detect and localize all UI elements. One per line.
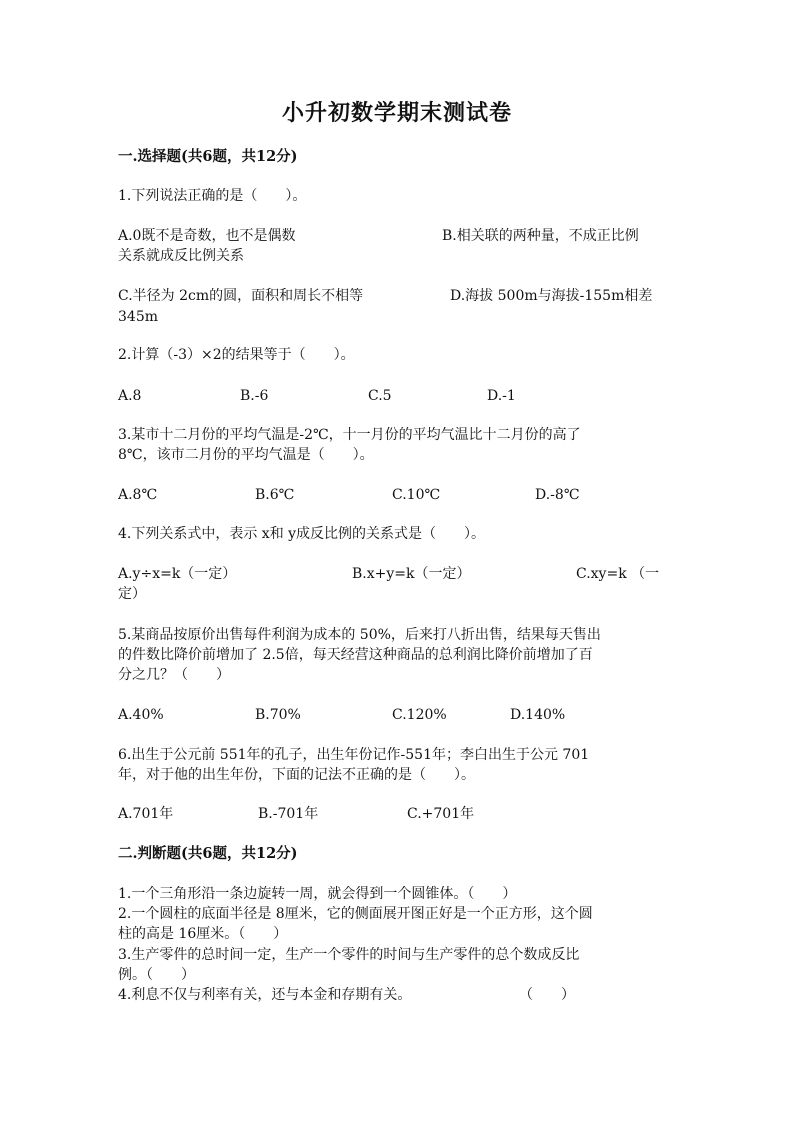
question-2-stem: 2.计算（-3）×2的结果等于（ ）。: [118, 347, 355, 363]
question-3-option-d: D.-8℃: [535, 487, 580, 503]
question-3-option-a: A.8℃: [118, 487, 158, 503]
question-4-option-c: C.xy=k （一: [576, 566, 660, 582]
judgement-1: 1.一个三角形沿一条边旋转一周，就会得到一个圆锥体。（ ）: [118, 886, 517, 902]
question-6-stem-cont: 年，对于他的出生年份，下面的记法不正确的是（ ）。: [118, 767, 475, 783]
question-3-option-c: C.10℃: [392, 487, 441, 503]
question-6-option-c: C.+701年: [407, 806, 475, 822]
question-5-option-d: D.140%: [510, 707, 566, 723]
judgement-3-cont: 例。（ ）: [118, 967, 195, 983]
judgement-2-cont: 柱的高是 16厘米。（ ）: [118, 926, 288, 942]
question-6-option-b: B.-701年: [258, 806, 319, 822]
judgement-3: 3.生产零件的总时间一定，生产一个零件的时间与生产零件的总个数成反比: [118, 947, 580, 963]
question-6-option-a: A.701年: [118, 806, 174, 822]
question-5-stem: 5.某商品按原价出售每件利润为成本的 50%，后来打八折出售，结果每天售出: [118, 627, 601, 643]
question-5-stem-cont: 的件数比降价前增加了 2.5倍，每天经营这种商品的总利润比降价前增加了百: [118, 647, 593, 663]
judgement-4-answer-blank: （ ）: [519, 987, 575, 1003]
question-1-stem: 1.下列说法正确的是（ ）。: [118, 188, 307, 204]
question-2-option-d: D.-1: [487, 388, 516, 404]
question-6-stem: 6.出生于公元前 551年的孔子，出生年份记作-551年；李白出生于公元 701: [118, 747, 590, 763]
section-heading-true-false: 二.判断题(共6题，共12分): [118, 845, 298, 862]
question-2-option-b: B.-6: [240, 388, 269, 404]
question-4-option-a: A.y÷x=k（一定）: [118, 566, 237, 582]
question-1-option-d-cont: 345m: [118, 309, 158, 325]
question-4-option-b: B.x+y=k（一定）: [352, 566, 471, 582]
question-1-option-d: D.海拔 500m与海拔-155m相差: [450, 288, 653, 304]
question-4-stem: 4.下列关系式中，表示 x和 y成反比例的关系式是（ ）。: [118, 526, 486, 542]
judgement-2: 2.一个圆柱的底面半径是 8厘米，它的侧面展开图正好是一个正方形，这个圆: [118, 906, 593, 922]
question-3-option-b: B.6℃: [255, 487, 295, 503]
question-1-option-b-cont: 关系就成反比例关系: [118, 248, 244, 264]
judgement-4: 4.利息不仅与利率有关，还与本金和存期有关。: [118, 987, 412, 1003]
question-5-option-c: C.120%: [392, 707, 447, 723]
question-3-stem: 3.某市十二月份的平均气温是-2℃，十一月份的平均气温比十二月份的高了: [118, 427, 581, 443]
question-4-option-c-cont: 定）: [118, 586, 146, 602]
question-1-option-b: B.相关联的两种量，不成正比例: [442, 228, 639, 244]
question-1-option-a: A.0既不是奇数，也不是偶数: [118, 228, 296, 244]
question-5-option-a: A.40%: [118, 707, 164, 723]
question-5-stem-cont2: 分之几？（ ）: [118, 667, 230, 683]
question-2-option-a: A.8: [118, 388, 142, 404]
question-3-stem-cont: 8℃，该市二月份的平均气温是（ ）。: [118, 447, 374, 463]
question-1-option-c: C.半径为 2cm的圆，面积和周长不相等: [118, 288, 364, 304]
section-heading-choice: 一.选择题(共6题，共12分): [118, 148, 298, 165]
page-title: 小升初数学期末测试卷: [281, 100, 512, 126]
question-5-option-b: B.70%: [255, 707, 301, 723]
question-2-option-c: C.5: [368, 388, 392, 404]
